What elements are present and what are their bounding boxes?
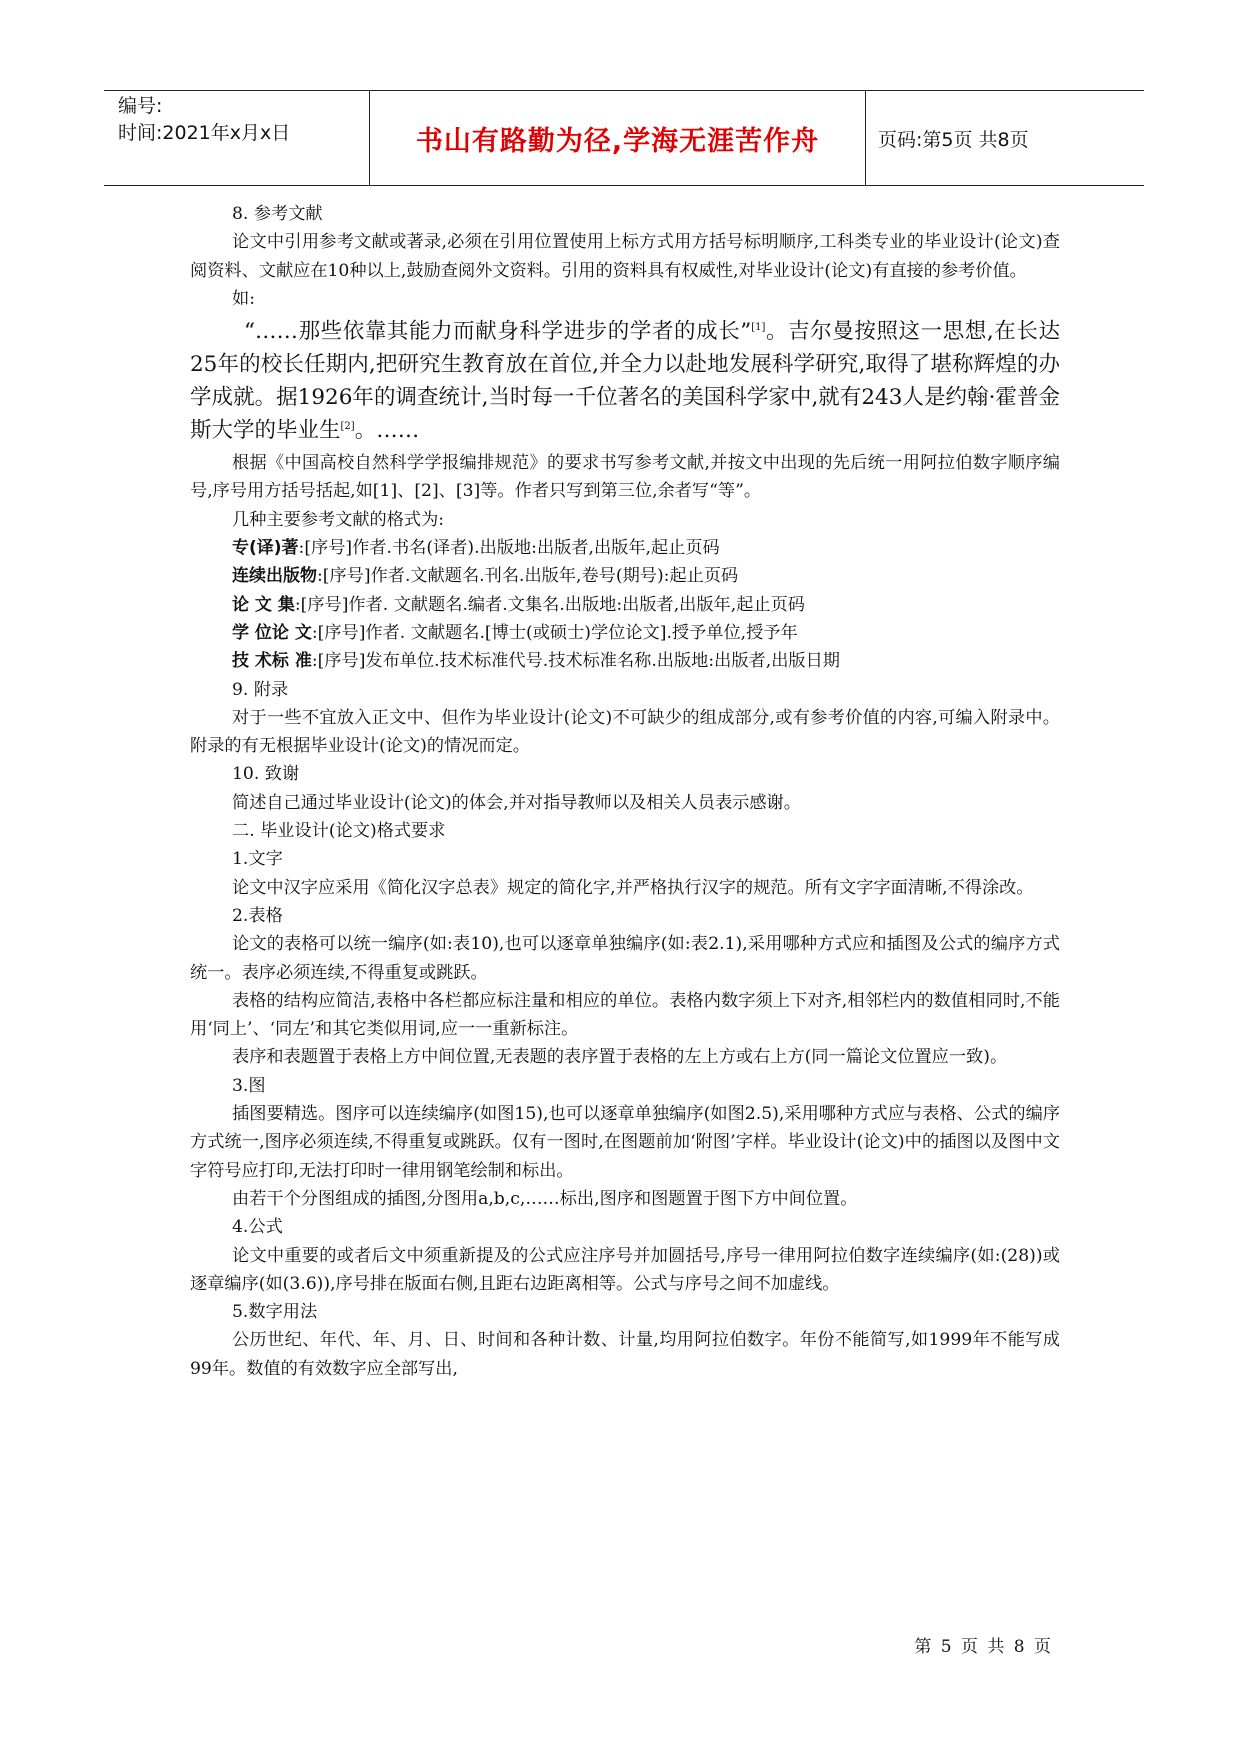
subsection-title: 4.公式 <box>232 1217 283 1238</box>
paragraph: 插图要精选。图序可以连续编序(如图15),也可以逐章单独编序(如图2.5),采用哪种方式应与表格、公式的编序方式统一,图序必须连续,不得重复或跳跃。仅有一图时,在图题前加‘附图’字样。毕业设计(论文)中的插图以及图中文字符号应打印,无法打印时一律用钢笔绘制和标出。 <box>190 1104 1060 1181</box>
subsection-title: 2.表格 <box>232 905 283 926</box>
paragraph: 根据《中国高校自然科学学报编排规范》的要求书写参考文献,并按文中出现的先后统一用阿拉伯数字顺序编号,序号用方括号括起,如[1]、[2]、[3]等。作者只写到第三位,余者写“等”。 <box>190 453 1060 502</box>
format-item <box>190 562 1060 590</box>
section-title: 9. 附录 <box>232 679 289 700</box>
section-title: 10. 致谢 <box>232 764 300 785</box>
section-title: 8. 参考文献 <box>232 204 323 224</box>
format-label: 技 术标 准 <box>232 651 312 672</box>
quote-text: 。吉尔曼按照这一思想,在长达25年的校长任期内,把研究生教育放在首位,并全力以赴地发展科学研究,取得了堪称辉煌的办学成就。据1926年的调查统计,当时每一千位著名的美国科学家中,就有243人是约翰·霍普金斯大学的毕业生 <box>190 319 1060 444</box>
citation-ref: [1] <box>751 322 766 334</box>
subsection-title: 1.文字 <box>232 849 283 870</box>
format-item <box>190 647 1060 675</box>
header-time-label: 时间:2021年x月x日 <box>118 122 291 144</box>
paragraph: 如: <box>232 288 255 309</box>
format-label: 连续出版物 <box>232 566 317 587</box>
paragraph: 由若干个分图组成的插图,分图用a,b,c,……标出,图序和图题置于图下方中间位置。 <box>232 1188 858 1209</box>
format-item <box>190 619 1060 647</box>
format-text: :[序号]作者. 文献题名.[博士(或硕士)学位论文].授予单位,授予年 <box>311 622 798 643</box>
document-body <box>190 200 1060 1383</box>
paragraph: 对于一些不宜放入正文中、但作为毕业设计(论文)不可缺少的组成部分,或有参考价值的内容,可编入附录中。附录的有无根据毕业设计(论文)的情况而定。 <box>190 707 1060 757</box>
paragraph: 简述自己通过毕业设计(论文)的体会,并对指导教师以及相关人员表示感谢。 <box>232 792 801 813</box>
header-number-label: 编号: <box>118 95 163 117</box>
header-motto: 书山有路勤为径,学海无涯苦作舟 <box>370 91 866 185</box>
format-label: 论 文 集 <box>232 594 295 615</box>
subsection-title: 5.数字用法 <box>232 1302 318 1323</box>
paragraph: 公历世纪、年代、年、月、日、时间和各种计数、计量,均用阿拉伯数字。年份不能简写,如1999年不能写成99年。数值的有效数字应全部写出, <box>190 1330 1060 1379</box>
quote-example <box>190 315 1060 447</box>
quote-text: “……那些依靠其能力而献身科学进步的学者的成长” <box>244 319 752 345</box>
format-label: 学 位论 文 <box>232 622 312 643</box>
page-header <box>104 90 1144 186</box>
header-page-label: 页码:第5页 共8页 <box>878 128 1029 151</box>
format-item <box>190 534 1060 562</box>
format-item <box>190 591 1060 619</box>
page-footer: 第 5 页 共 8 页 <box>914 1637 1053 1657</box>
paragraph: 论文中汉字应采用《简化汉字总表》规定的简化字,并严格执行汉字的规范。所有文字字面清晰,不得涂改。 <box>232 877 1034 898</box>
paragraph: 论文的表格可以统一编序(如:表10),也可以逐章单独编序(如:表2.1),采用哪种方式应和插图及公式的编序方式统一。表序必须连续,不得重复或跳跃。 <box>190 934 1060 983</box>
format-text: :[序号]发布单位.技术标准代号.技术标准名称.出版地:出版者,出版日期 <box>311 651 840 672</box>
format-text: :[序号]作者.书名(译者).出版地:出版者,出版年,起止页码 <box>298 538 720 559</box>
paragraph: 论文中引用参考文献或著录,必须在引用位置使用上标方式用方括号标明顺序,工科类专业的毕业设计(论文)查阅资料、文献应在10种以上,鼓励查阅外文资料。引用的资料具有权威性,对毕业设计(论文)有直接的参考价值。 <box>190 232 1060 281</box>
format-label: 专(译)著 <box>232 538 299 559</box>
quote-text: 。…… <box>354 418 420 444</box>
paragraph: 论文中重要的或者后文中须重新提及的公式应注序号并加圆括号,序号一律用阿拉伯数字连续编序(如:(28))或逐章编序(如(3.6)),序号排在版面右侧,且距右边距离相等。公式与序号之间不加虚线。 <box>190 1245 1060 1294</box>
format-text: :[序号]作者. 文献题名.编者.文集名.出版地:出版者,出版年,起止页码 <box>294 594 805 615</box>
paragraph: 表序和表题置于表格上方中间位置,无表题的表序置于表格的左上方或右上方(同一篇论文位置应一致)。 <box>232 1047 1008 1068</box>
format-text: :[序号]作者.文献题名.刊名.出版年,卷号(期号):起止页码 <box>317 566 739 587</box>
section-title: 二. 毕业设计(论文)格式要求 <box>232 821 446 842</box>
header-meta <box>104 91 370 185</box>
paragraph: 几种主要参考文献的格式为: <box>232 509 445 530</box>
citation-ref: [2] <box>340 421 355 433</box>
paragraph: 表格的结构应简洁,表格中各栏都应标注量和相应的单位。表格内数字须上下对齐,相邻栏内的数值相同时,不能用‘同上’、‘同左’和其它类似用词,应一一重新标注。 <box>190 990 1060 1040</box>
subsection-title: 3.图 <box>232 1075 266 1096</box>
